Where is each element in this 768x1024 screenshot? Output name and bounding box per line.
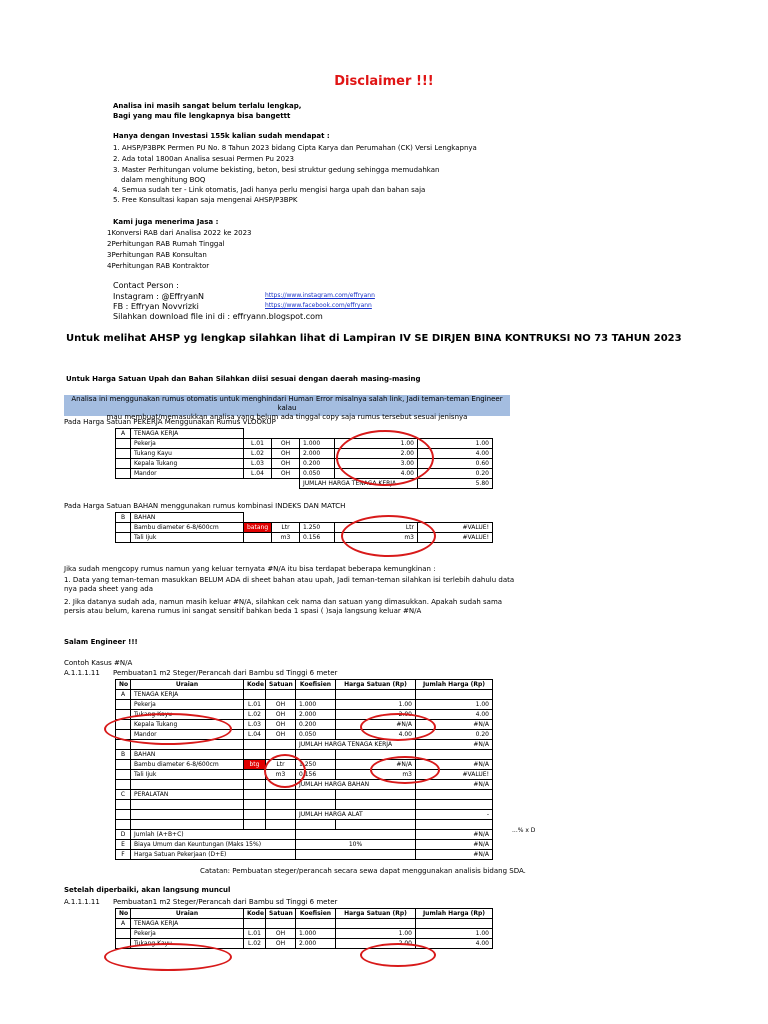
side-note: ...% x D: [512, 827, 536, 834]
table-row: B BAHAN: [116, 513, 493, 523]
instagram-label: Instagram : @EffryanN: [113, 292, 205, 301]
disclaimer-title: Disclaimer !!!: [334, 74, 434, 89]
invest-item: 1. AHSP/P3BPK Permen PU No. 8 Tahun 2023 bidang Cipta Karya dan Perumahan (CK) Versi Lengkapnya: [113, 144, 477, 152]
table-row: JUMLAH HARGA TENAGA KERJA #N/A: [116, 740, 493, 750]
highlight-oval: [360, 713, 436, 741]
na-point-2: persis atau belum, karena rumus ini sangat sensitif bahkan beda 1 spasi ( )saja langsung keluar #N/A: [64, 607, 422, 615]
table-row: A TENAGA KERJA: [116, 919, 493, 929]
contact-title: Contact Person :: [113, 281, 179, 290]
invest-item: 4. Semua sudah ter - Link otomatis, Jadi hanya perlu mengisi harga upah dan bahan saja: [113, 186, 426, 194]
table-row: Kepala Tukang L.03 OH 0.200 #N/A #N/A: [116, 720, 493, 730]
table-row: F Harga Satuan Pekerjaan (D+E) #N/A: [116, 850, 493, 860]
table-row: Tali Ijuk m3 0.156 m3 #VALUE!: [116, 770, 493, 780]
index-match-caption: Pada Harga Satuan BAHAN menggunakan rumus kombinasi INDEKS DAN MATCH: [64, 502, 346, 510]
formula-note-box: [64, 395, 510, 421]
na-point-1: nya pada sheet yang ada: [64, 585, 154, 593]
highlight-oval: [264, 754, 306, 788]
fb-label: FB : Effryan Novvrizki: [113, 302, 199, 311]
invest-item: 5. Free Konsultasi kapan saja mengenai AHSP/P3BPK: [113, 196, 298, 204]
table-row: B BAHAN: [116, 750, 493, 760]
table-row: A TENAGA KERJA: [116, 690, 493, 700]
vlookup-caption: Pada Harga Satuan PEKERJA Menggunakan Rumus VLOOKUP: [64, 418, 276, 426]
formula-note-line: Analisa ini menggunakan rumus otomatis untuk menghindari Human Error misalnya salah link, Jadi teman-teman Engineer kalau: [71, 395, 503, 412]
invest-item: 3. Master Perhitungan volume bekisting, beton, besi struktur gedung sehingga memudahkan: [113, 166, 440, 174]
table-row: Mandor L.04 OH 0.050 4.00 0.20: [116, 469, 493, 479]
table-row: JUMLAH HARGA ALAT -: [116, 810, 493, 820]
table-header-row: No Uraian Kode Satuan Koefisien Harga Satuan (Rp) Jumlah Harga (Rp): [116, 909, 493, 919]
table-row: Bambu diameter 6-8/600cm btg Ltr 1.250 #N/A #N/A: [116, 760, 493, 770]
table-row: Pekerja L.01 OH 1.000 1.00 1.00: [116, 929, 493, 939]
intro-line-2: Bagi yang mau file lengkapnya bisa bangettt: [113, 112, 291, 120]
formula-note-line: mau membuat/memasukkan analisa yang belum ada tinggal copy saja rumus tersebut sesuai jenisnya: [106, 413, 468, 421]
na-intro: Jika sudah mengcopy rumus namun yang keluar ternyata #N/A itu bisa terdapat beberapa kemungkinan :: [64, 565, 436, 573]
table-row: Pekerja L.01 OH 1.000 1.00 1.00: [116, 700, 493, 710]
table-row: JUMLAH HARGA BAHAN #N/A: [116, 780, 493, 790]
sub-heading: Untuk Harga Satuan Upah dan Bahan Silahkan diisi sesuai dengan daerah masing-masing: [66, 375, 421, 383]
table-row: A TENAGA KERJA: [116, 429, 493, 439]
example-title: Pembuatan1 m2 Steger/Perancah dari Bambu sd Tinggi 6 meter: [113, 669, 338, 677]
invest-item: dalam menghitung BOQ: [121, 176, 206, 184]
table-row: E Biaya Umum dan Keuntungan (Maks 15%) 10% #N/A: [116, 840, 493, 850]
material-index-table: [115, 512, 493, 543]
highlight-oval: [341, 515, 436, 557]
table-row: JUMLAH HARGA TENAGA KERJA 5.80: [116, 479, 493, 489]
labor-vlookup-table: [115, 428, 493, 489]
table-header-row: No Uraian Kode Satuan Koefisien Harga Satuan (Rp) Jumlah Harga (Rp): [116, 680, 493, 690]
table-row: Tukang Kayu L.02 OH 2.000 2.00 4.00: [116, 710, 493, 720]
salam-engineer: Salam Engineer !!!: [64, 638, 138, 646]
table-row: Tukang Kayu L.02 OH 2.000 2.00 4.00: [116, 449, 493, 459]
highlight-oval: [104, 713, 232, 745]
table-row: C PERALATAN: [116, 790, 493, 800]
table-row: Mandor L.04 OH 0.050 4.00 0.20: [116, 730, 493, 740]
table-row: Pekerja L.01 OH 1.000 1.00 1.00: [116, 439, 493, 449]
jasa-item: 2Perhitungan RAB Rumah Tinggal: [107, 240, 225, 248]
table-row: D Jumlah (A+B+C) #N/A: [116, 830, 493, 840]
example-code: A.1.1.1.11: [64, 898, 100, 906]
na-point-1: 1. Data yang teman-teman masukkan BELUM ADA di sheet bahan atau upah, Jadi teman-teman silahkan isi terlebih dahulu data: [64, 576, 515, 584]
jasa-item: 1Konversi RAB dari Analisa 2022 ke 2023: [107, 229, 252, 237]
jasa-item: 3Perhitungan RAB Konsultan: [107, 251, 207, 259]
jasa-item: 4Perhitungan RAB Kontraktor: [107, 262, 210, 270]
contoh-label: Contoh Kasus #N/A: [64, 659, 133, 667]
catatan: Catatan: Pembuatan steger/perancah secara sewa dapat menggunakan analisis bidang SDA.: [200, 867, 526, 875]
table-row: Bambu diameter 6-8/600cm batang Ltr 1.250 Ltr #VALUE!: [116, 523, 493, 533]
invest-title: Hanya dengan Investasi 155k kalian sudah mendapat :: [113, 132, 330, 140]
na-point-2: 2. Jika datanya sudah ada, namun masih keluar #N/A, silahkan cek nama dan satuan yang dimasukkan. Apakah sudah sama: [64, 598, 503, 606]
intro-line-1: Analisa ini masih sangat belum terlalu lengkap,: [113, 102, 302, 110]
after-fix-heading: Setelah diperbaiki, akan langsung muncul: [64, 886, 231, 894]
table-row: Tukang Kayu L.02 OH 2.000 2.00 4.00: [116, 939, 493, 949]
instagram-link[interactable]: https://www.instagram.com/effryann: [265, 292, 375, 299]
download-text: Silahkan download file ini di : effryann.blogspot.com: [113, 312, 323, 321]
jasa-title: Kami juga menerima Jasa :: [113, 218, 219, 226]
highlight-oval: [370, 756, 440, 784]
table-row: [116, 820, 493, 830]
highlight-oval: [336, 430, 434, 486]
highlight-oval: [360, 943, 436, 967]
main-heading: Untuk melihat AHSP yg lengkap silahkan lihat di Lampiran IV SE DIRJEN BINA KONTRUKSI NO 73 TAHUN 2023: [66, 333, 682, 344]
table-row: Kepala Tukang L.03 OH 0.200 3.00 0.60: [116, 459, 493, 469]
example-code: A.1.1.1.11: [64, 669, 100, 677]
invest-item: 2. Ada total 1800an Analisa sesuai Permen Pu 2023: [113, 155, 294, 163]
highlight-oval: [104, 943, 232, 971]
table-row: Tali Ijuk m3 0.156 m3 #VALUE!: [116, 533, 493, 543]
table-row: [116, 800, 493, 810]
example-title: Pembuatan1 m2 Steger/Perancah dari Bambu sd Tinggi 6 meter: [113, 898, 338, 906]
fb-link[interactable]: https://www.facebook.com/effryann: [265, 302, 372, 309]
